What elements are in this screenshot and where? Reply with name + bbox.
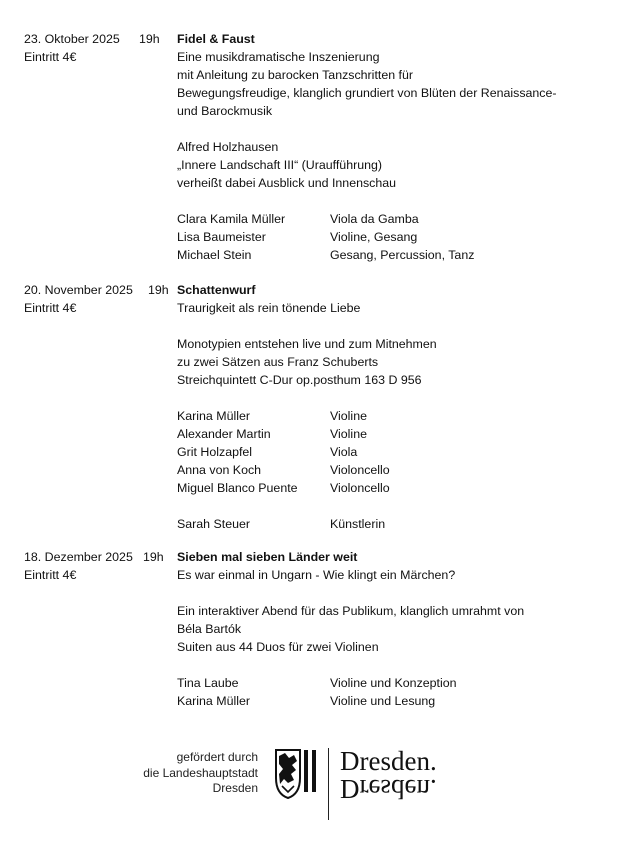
performer-name: Grit Holzapfel — [177, 445, 253, 459]
event-3 — [24, 548, 604, 710]
event-title: Schattenwurf — [177, 283, 256, 297]
event-time: 19h — [143, 550, 164, 564]
event-description-line: zu zwei Sätzen aus Franz Schuberts — [177, 355, 379, 369]
performer-name: Alexander Martin — [177, 427, 271, 441]
sponsor-line: die Landeshauptstadt — [143, 765, 258, 780]
event-date: 18. Dezember 2025 — [24, 550, 133, 564]
performer-row — [24, 674, 604, 692]
sponsor-line: Dresden — [212, 781, 258, 795]
event-description-line: Suiten aus 44 Duos für zwei Violinen — [177, 640, 379, 654]
performer-role: Violine — [330, 409, 367, 423]
event-description-line: und Barockmusik — [177, 104, 273, 118]
performer-row — [24, 443, 604, 461]
performer-name: Karina Müller — [177, 409, 250, 423]
sponsor-line: gefördert durch — [176, 750, 258, 764]
dresden-logo-text: Dresden. — [340, 746, 437, 776]
event-1 — [24, 30, 604, 264]
performer-role: Viola — [330, 445, 358, 459]
artist-name: Sarah Steuer — [177, 517, 251, 531]
event-description-line: Streichquintett C-Dur op.posthum 163 D 956 — [177, 373, 422, 387]
event-title: Fidel & Faust — [177, 32, 255, 46]
performer-role: Gesang, Percussion, Tanz — [330, 248, 475, 262]
artist-row — [24, 515, 604, 533]
performer-name: Anna von Koch — [177, 463, 262, 477]
performer-row — [24, 479, 604, 497]
performer-role: Violine, Gesang — [330, 230, 418, 244]
event-description-line: Bewegungsfreudige, klanglich grundiert von Blüten der Renaissance- — [177, 86, 557, 100]
artist-role: Künstlerin — [330, 517, 386, 531]
event-description-line: Eine musikdramatische Inszenierung — [177, 50, 380, 64]
performer-role: Violoncello — [330, 481, 390, 495]
event-description-line: verheißt dabei Ausblick und Innenschau — [177, 176, 397, 190]
performer-role: Violoncello — [330, 463, 390, 477]
performer-row — [24, 692, 604, 710]
event-description-line: mit Anleitung zu barocken Tanzschritten für — [177, 68, 414, 82]
performer-row — [24, 425, 604, 443]
event-time: 19h — [139, 32, 160, 46]
performer-name: Tina Laube — [177, 676, 239, 690]
event-title: Sieben mal sieben Länder weit — [177, 550, 358, 564]
performer-name: Karina Müller — [177, 694, 250, 708]
performer-row — [24, 210, 604, 228]
performer-name: Miguel Blanco Puente — [177, 481, 298, 495]
event-date: 20. November 2025 — [24, 283, 133, 297]
event-description-line: Es war einmal in Ungarn - Wie klingt ein Märchen? — [177, 568, 456, 582]
performer-row — [24, 461, 604, 479]
performer-row — [24, 246, 604, 264]
dresden-coat-of-arms-icon — [274, 748, 318, 800]
event-description-line: Ein interaktiver Abend für das Publikum, klanglich umrahmt von — [177, 604, 525, 618]
performer-row — [24, 228, 604, 246]
event-entry-price: Eintritt 4€ — [24, 301, 77, 315]
performer-name: Clara Kamila Müller — [177, 212, 286, 226]
event-entry-price: Eintritt 4€ — [24, 50, 77, 64]
performer-role: Violine und Konzeption — [330, 676, 457, 690]
event-description-line: „Innere Landschaft III“ (Uraufführung) — [177, 158, 383, 172]
event-description-line: Monotypien entstehen live und zum Mitnehmen — [177, 337, 437, 351]
event-time: 19h — [148, 283, 169, 297]
performer-row — [24, 407, 604, 425]
performer-role: Violine — [330, 427, 367, 441]
dresden-logo-mirror: Dresden. — [340, 774, 437, 804]
event-description-line: Traurigkeit als rein tönende Liebe — [177, 301, 361, 315]
performer-name: Lisa Baumeister — [177, 230, 266, 244]
event-entry-price: Eintritt 4€ — [24, 568, 77, 582]
performer-name: Michael Stein — [177, 248, 252, 262]
event-description-line: Alfred Holzhausen — [177, 140, 279, 154]
event-description-line: Béla Bartók — [177, 622, 242, 636]
sponsor-footer — [0, 748, 625, 828]
performer-role: Violine und Lesung — [330, 694, 436, 708]
event-2 — [24, 281, 604, 533]
sponsor-text — [143, 750, 258, 797]
performer-role: Viola da Gamba — [330, 212, 419, 226]
logo-divider — [328, 748, 329, 820]
event-date: 23. Oktober 2025 — [24, 32, 120, 46]
